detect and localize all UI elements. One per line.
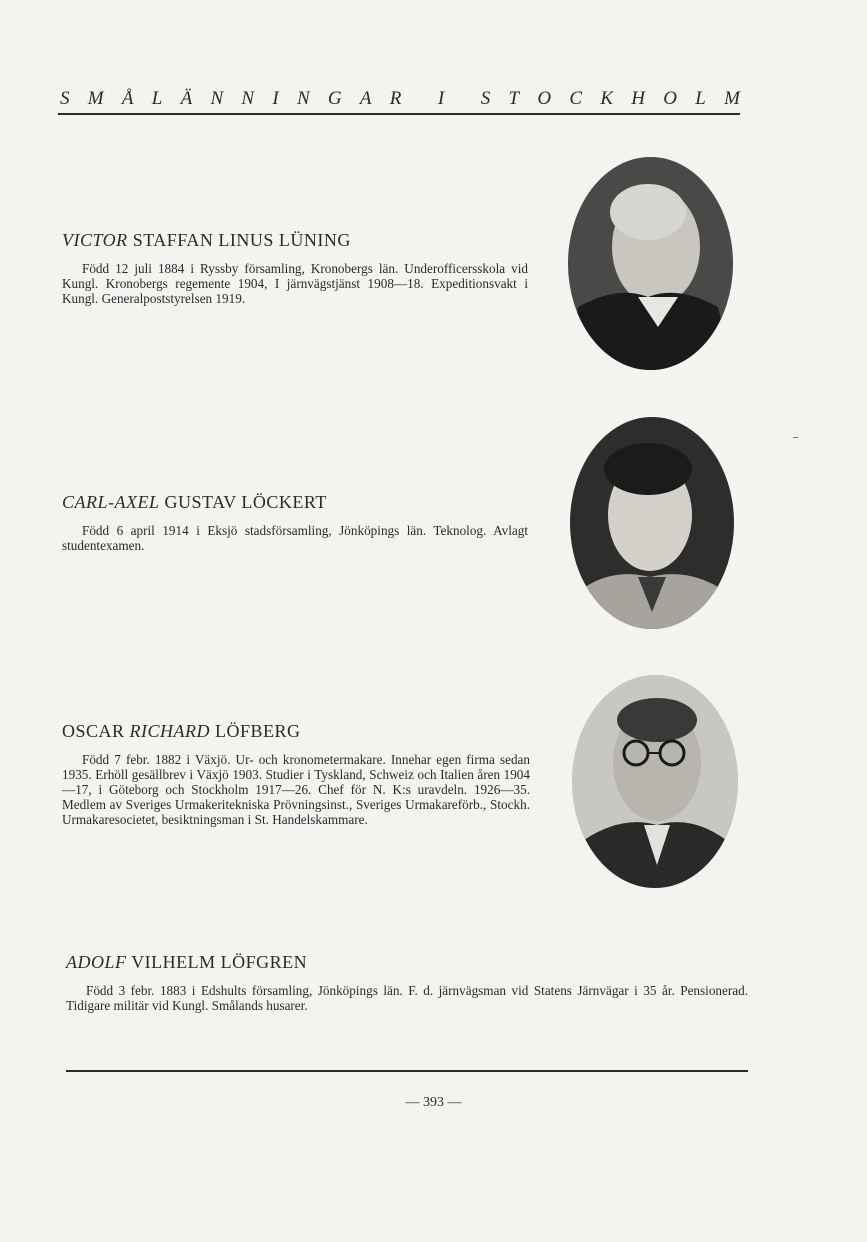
entry-name [66,952,748,973]
header-letter: S [480,88,491,109]
entry-bio: Född 12 juli 1884 i Ryssby församling, Kronobergs län. Underofficersskola vid Kungl. Kronobergs regemente 1904, I järnvägstjänst 1908—18. Expeditionsvakt i Kungl. Generalpoststyrelsen 1919. [62,261,528,306]
entry-name [62,721,530,742]
given-name: CARL-AXEL [62,492,160,512]
page-number: — 393 — [405,1095,462,1110]
margin-mark [793,437,798,438]
entry-bio: Född 7 febr. 1882 i Växjö. Ur- och kronometermakare. Innehar egen firma sedan 1935. Erhöll gesällbrev i Växjö 1903. Studier i Tyskland, Schweiz och Italien åren 1904—17, i Göteborg och Stockholm 1917—26. Chef för N. K:s uravdeln. 1926—35. Medlem av Sveriges Urmakeritekniska Prövningsinst., Sveriges Urmakareförb., Stockh. Urmakaresocietet, besiktningsman i St. Handelskammare. [62,752,530,827]
header-letter: M [724,88,740,109]
header-letter: C [569,88,583,109]
header-letter: N [241,88,255,109]
header-letter: I [437,88,445,109]
header-letter: M [87,88,104,109]
header-letter: T [508,88,520,109]
surname: LÖFBERG [215,721,301,741]
given-name: ADOLF [66,952,127,972]
surname: GUSTAV LÖCKERT [164,492,327,512]
entry-lofberg [62,721,530,827]
header-letter: K [600,88,614,109]
header-letter: H [631,88,646,109]
header-letter: L [695,88,706,109]
header-letter: O [537,88,552,109]
surname: VILHELM LÖFGREN [131,952,308,972]
header-letter: G [327,88,342,109]
first-name: OSCAR [62,721,125,741]
entry-lofgren [66,952,748,1013]
header-letter: N [210,88,224,109]
portrait-photo-lockert [570,417,734,629]
header-letter: N [296,88,310,109]
entry-luning [62,230,528,306]
header-letter: I [272,88,279,109]
header-letter: Å [121,88,134,109]
entry-bio: Född 6 april 1914 i Eksjö stadsförsamling, Jönköpings län. Teknolog. Avlagt studentexamen. [62,523,528,553]
surname: STAFFAN LINUS LÜNING [132,230,351,250]
running-header [60,88,740,110]
footer-rule [66,1070,748,1072]
entry-name [62,230,528,251]
entry-name [62,492,528,513]
entry-lockert [62,492,528,553]
portrait-photo-luning [568,157,733,370]
given-name: RICHARD [129,721,211,741]
header-letter: Ä [180,88,193,109]
header-letter: L [151,88,163,109]
portrait-photo-lofberg [572,675,738,888]
entry-bio: Född 3 febr. 1883 i Edshults församling, Jönköpings län. F. d. järnvägsman vid Statens Järnvägar i 35 år. Pensionerad. Tidigare militär vid Kungl. Smålands husarer. [66,983,748,1013]
header-letter: R [389,88,402,109]
header-rule [58,113,740,115]
header-letter: O [663,88,678,109]
given-name: VICTOR [62,230,128,250]
header-letter: S [60,88,70,109]
header-letter: A [359,88,372,109]
